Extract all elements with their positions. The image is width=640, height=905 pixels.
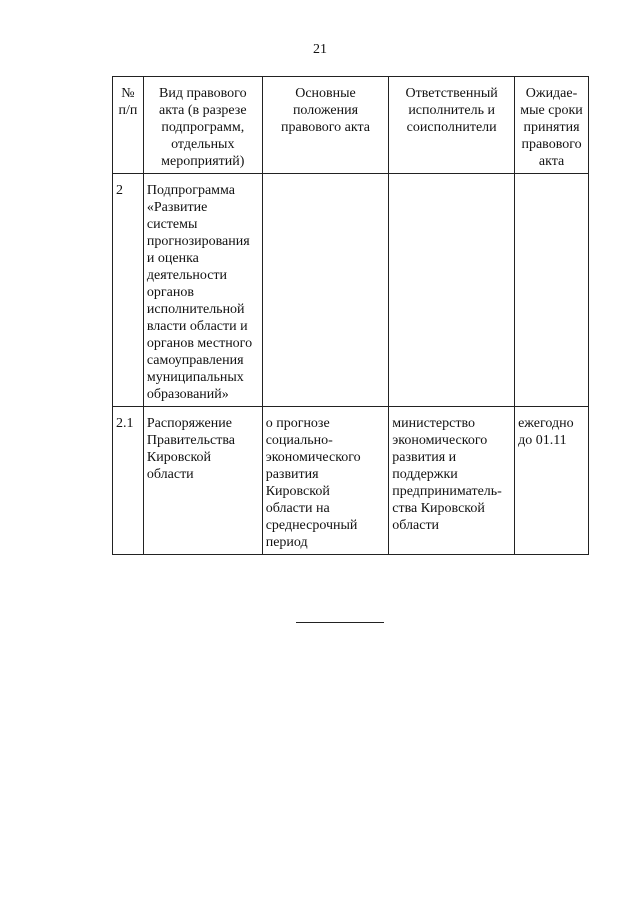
table-row xyxy=(113,407,589,555)
end-rule-divider xyxy=(296,622,384,623)
header-deadline: Ожидае- мые сроки принятия правового акта xyxy=(515,77,589,174)
table-header-row xyxy=(113,77,589,174)
row-provisions xyxy=(262,174,389,407)
row-executor: министерство экономического развития и поддержки предприниматель- ства Кировской области xyxy=(389,407,515,555)
row-provisions: о прогнозе социально- экономического развития Кировской области на среднесрочный период xyxy=(262,407,389,555)
row-number: 2.1 xyxy=(113,407,144,555)
row-deadline: ежегодно до 01.11 xyxy=(515,407,589,555)
table-row xyxy=(113,174,589,407)
row-deadline xyxy=(515,174,589,407)
header-executor: Ответственный исполнитель и соисполнители xyxy=(389,77,515,174)
header-provisions: Основные положения правового акта xyxy=(262,77,389,174)
row-act-type: Распоряжение Правительства Кировской области xyxy=(143,407,262,555)
header-act-type: Вид правового акта (в разрезе подпрограмм, отдельных мероприятий) xyxy=(143,77,262,174)
row-executor xyxy=(389,174,515,407)
header-number: № п/п xyxy=(113,77,144,174)
page-number: 21 xyxy=(313,42,327,57)
row-act-type: Подпрограмма «Развитие системы прогнозирования и оценка деятельности органов исполнительной власти области и органов местного самоуправления муниципальных образований» xyxy=(143,174,262,407)
row-number: 2 xyxy=(113,174,144,407)
legal-acts-table xyxy=(112,76,589,555)
